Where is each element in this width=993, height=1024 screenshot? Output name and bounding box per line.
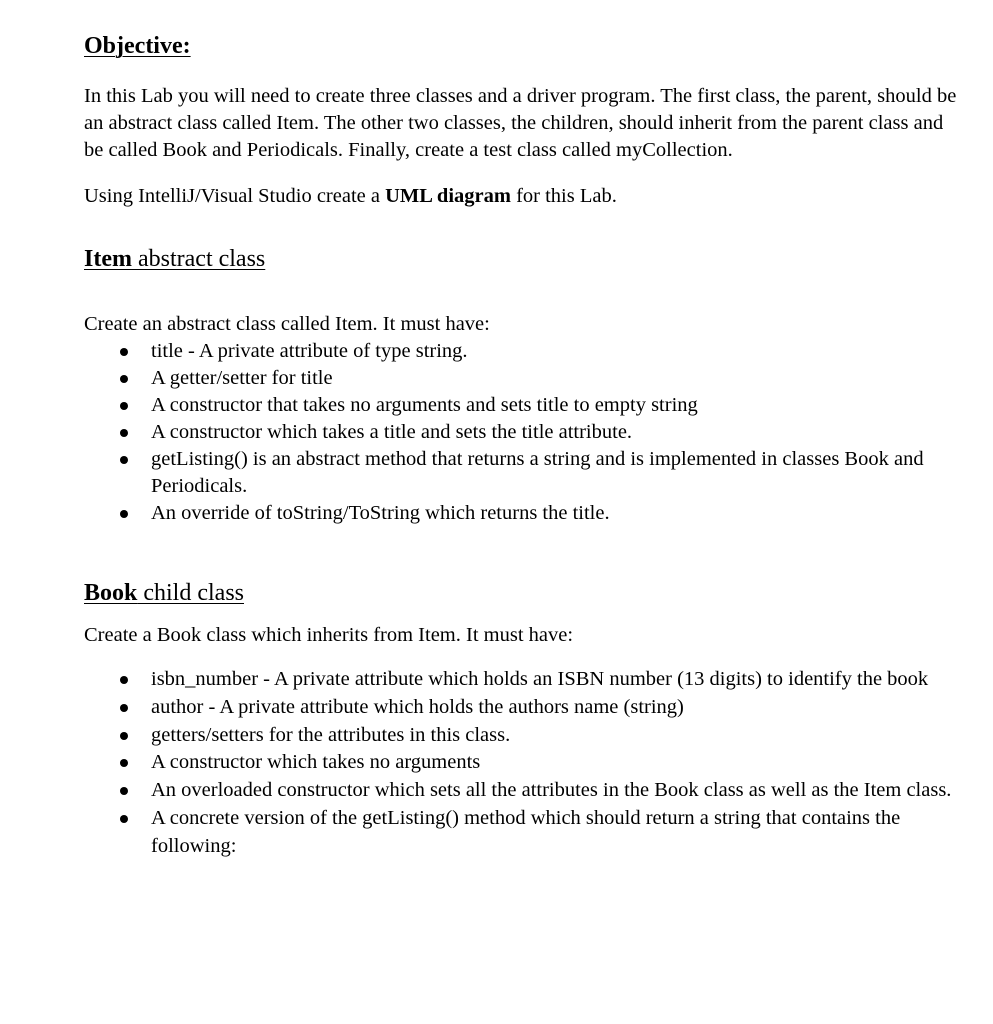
- book-heading-bold: Book: [84, 580, 138, 606]
- item-heading-bold: Item: [84, 246, 132, 272]
- uml-instruction-suffix: for this Lab.: [510, 185, 617, 207]
- list-item: A constructor which takes a title and sets the title attribute.: [84, 419, 964, 446]
- uml-instruction: [84, 183, 964, 210]
- objective-heading-text: Objective:: [84, 33, 191, 59]
- objective-paragraph: In this Lab you will need to create three classes and a driver program. The first class, the parent, should be an abstract class called Item. The other two classes, the children, should inherit from the parent class and be called Book and Periodicals. Finally, create a test class called myCollection.: [84, 85, 957, 161]
- item-section-intro: Create an abstract class called Item. It must have:: [84, 313, 490, 335]
- book-section-heading: [84, 578, 964, 608]
- item-requirements-list: [84, 338, 964, 527]
- book-heading-rest: child class: [137, 580, 244, 606]
- list-item: A concrete version of the getListing() method which should return a string that contains the following:: [84, 805, 964, 861]
- list-item: An overloaded constructor which sets all the attributes in the Book class as well as the Item class.: [84, 777, 964, 805]
- book-requirements-list: [84, 666, 964, 861]
- list-item: title - A private attribute of type string.: [84, 338, 964, 365]
- list-item: A constructor that takes no arguments and sets title to empty string: [84, 392, 964, 419]
- uml-instruction-prefix: Using IntelliJ/Visual Studio create a: [84, 185, 386, 207]
- list-item: A constructor which takes no arguments: [84, 749, 964, 777]
- uml-instruction-bold: UML diagram: [385, 185, 511, 207]
- list-item: A getter/setter for title: [84, 365, 964, 392]
- list-item: author - A private attribute which holds the authors name (string): [84, 694, 964, 722]
- item-section-heading: [84, 244, 964, 274]
- document-page: [84, 28, 964, 861]
- list-item: getListing() is an abstract method that returns a string and is implemented in classes Book and Periodicals.: [84, 446, 964, 500]
- objective-heading: [84, 31, 964, 61]
- list-item: isbn_number - A private attribute which holds an ISBN number (13 digits) to identify the book: [84, 666, 964, 694]
- item-heading-rest: abstract class: [131, 246, 266, 272]
- book-section-intro: Create a Book class which inherits from Item. It must have:: [84, 624, 574, 646]
- list-item: An override of toString/ToString which returns the title.: [84, 500, 964, 527]
- list-item: getters/setters for the attributes in this class.: [84, 722, 964, 750]
